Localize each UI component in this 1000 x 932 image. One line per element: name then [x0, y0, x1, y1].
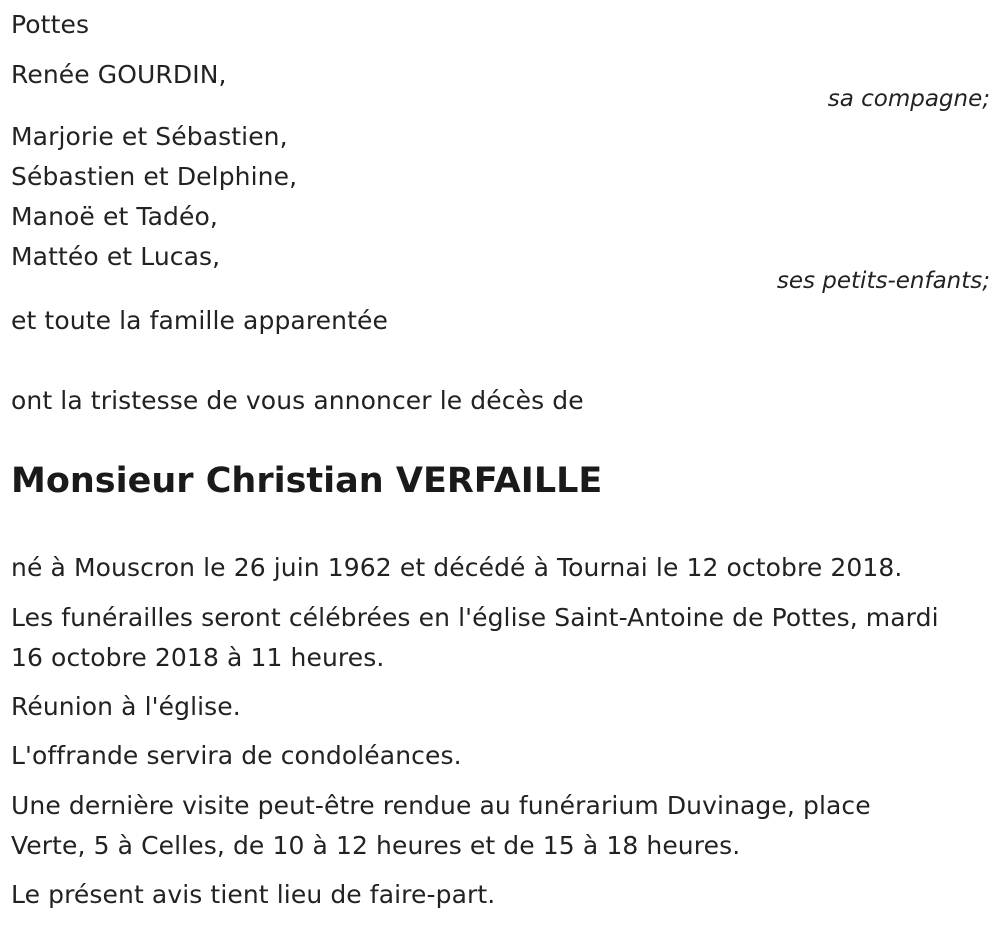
companion-name: Renée GOURDIN, — [11, 60, 227, 89]
detail-line: Le présent avis tient lieu de faire-part. — [11, 880, 496, 909]
grandchildren-line: Marjorie et Sébastien, — [11, 122, 288, 151]
grandchildren-line: Manoë et Tadéo, — [11, 202, 218, 231]
detail-line: Une dernière visite peut-être rendue au funérarium Duvinage, place — [11, 791, 871, 820]
detail-line: né à Mouscron le 26 juin 1962 et décédé à Tournai le 12 octobre 2018. — [11, 553, 903, 582]
detail-line: Verte, 5 à Celles, de 10 à 12 heures et de 15 à 18 heures. — [11, 831, 741, 860]
detail-line: Les funérailles seront célébrées en l'église Saint-Antoine de Pottes, mardi — [11, 603, 939, 632]
deceased-name: Monsieur Christian VERFAILLE — [11, 461, 603, 501]
detail-line: Réunion à l'église. — [11, 692, 241, 721]
announcement-line: ont la tristesse de vous annoncer le décès de — [11, 386, 584, 415]
companion-role: sa compagne; — [827, 86, 990, 112]
family-line: et toute la famille apparentée — [11, 306, 388, 335]
grandchildren-line: Mattéo et Lucas, — [11, 242, 221, 271]
grandchildren-role: ses petits-enfants; — [776, 268, 990, 294]
grandchildren-line: Sébastien et Delphine, — [11, 162, 298, 191]
location-line: Pottes — [11, 10, 90, 39]
detail-line: 16 octobre 2018 à 11 heures. — [11, 643, 385, 672]
detail-line: L'offrande servira de condoléances. — [11, 741, 462, 770]
